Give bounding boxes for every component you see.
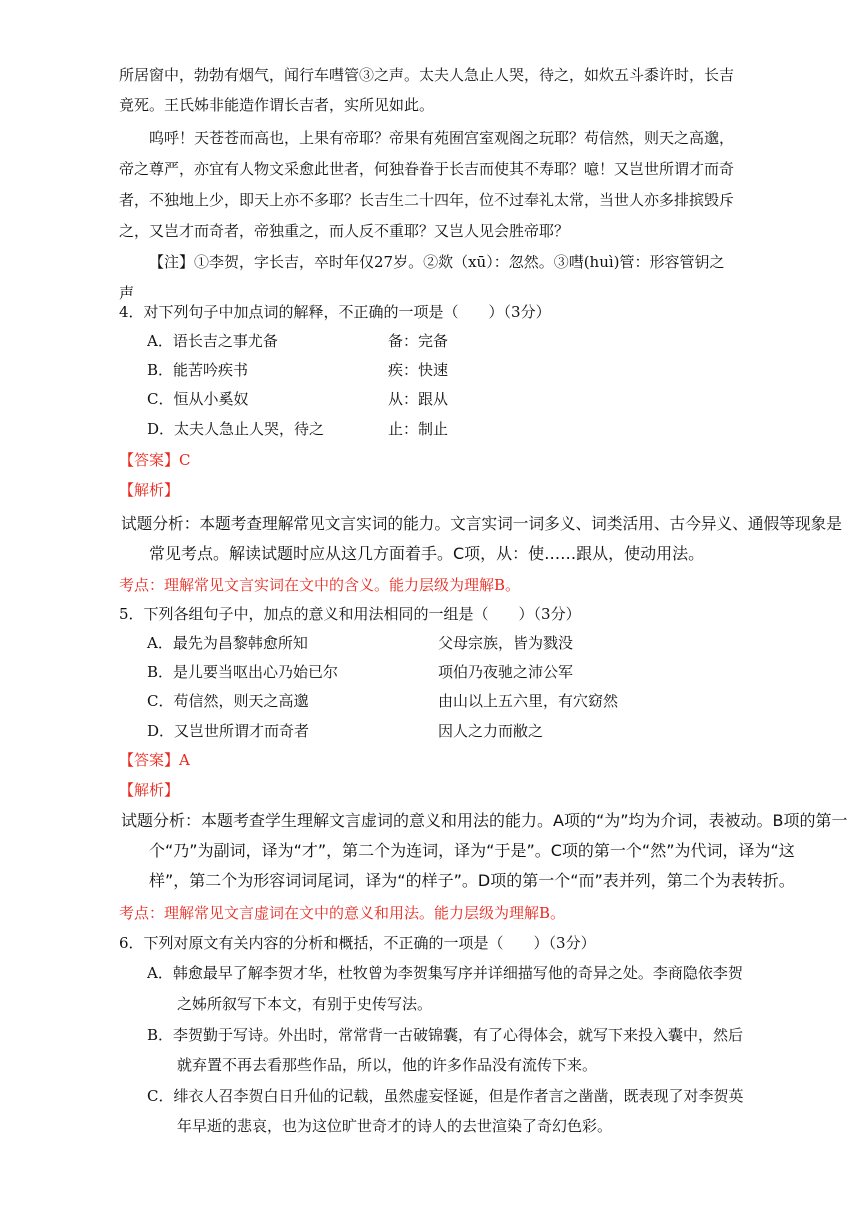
option-b-line: 就弃置不再去看那些作品，所以，他的许多作品没有流传下来。 (177, 1056, 598, 1074)
option-b-left: B．是儿要当呕出心乃始已尔 (147, 663, 339, 681)
option-b-left: B．能苦吟疾书 (147, 361, 249, 379)
option-a-left: A．最先为昌黎韩愈所知 (147, 634, 308, 652)
option-a-right: 备：完备 (388, 332, 449, 350)
passage-note: 【注】①李贺，字长吉，卒时年仅27岁。②欻（xū）：忽然。③嘒(huì)管：形容管钥之 (149, 253, 725, 271)
answer-label: 【答案】A (119, 751, 190, 769)
passage-note: 声 (119, 284, 135, 302)
option-c-right: 由山以上五六里，有穴窈然 (438, 692, 619, 710)
option-c-left: C．恒从小奚奴 (147, 390, 249, 408)
question-stem: 5．下列各组句子中，加点的意义和用法相同的一组是（ ）（3分） (119, 605, 581, 623)
option-d-left: D．又岂世所谓才而奇者 (147, 722, 310, 740)
option-d-left: D．太夫人急止人哭，待之 (147, 420, 325, 438)
passage-line: 竟死。王氏姊非能造作谓长吉者，实所见如此。 (119, 96, 435, 114)
option-b-right: 疾：快速 (388, 361, 449, 379)
option-d-right: 止：制止 (388, 420, 449, 438)
analysis-text: 样”，第二个为形容词词尾词，译为“的样子”。D项的第一个“而”表并列，第二个为表转折。 (149, 871, 795, 890)
analysis-text: 试题分析：本题考查理解常见文言实词的能力。文言实词一词多义、词类活用、古今异义、通假等现象是 (121, 514, 842, 533)
option-a-left: A．语长吉之事尤备 (147, 332, 278, 350)
option-c-line: C．绯衣人召李贺白日升仙的记载，虽然虚妄怪诞，但是作者言之凿凿，既表现了对李贺英 (147, 1087, 744, 1105)
passage-line: 所居窗中，勃勃有烟气，闻行车嘒管③之声。太夫人急止人哭，待之，如炊五斗黍许时，长吉 (119, 66, 735, 84)
option-a-right: 父母宗族，皆为戮没 (438, 634, 574, 652)
question-stem: 6．下列对原文有关内容的分析和概括，不正确的一项是（ ）（3分） (119, 934, 596, 952)
answer-label: 【答案】C (119, 451, 191, 469)
passage-line: 呜呼！天苍苍而高也，上果有帝耶？帝果有苑囿宫室观阁之玩耶？苟信然，则天之高邈， (149, 129, 735, 147)
option-b-right: 项伯乃夜驰之沛公军 (438, 663, 574, 681)
analysis-label: 【解析】 (119, 481, 180, 499)
option-b-line: B．李贺勤于写诗。外出时，常常背一古破锦囊，有了心得体会，就写下来投入囊中，然后 (147, 1026, 744, 1044)
analysis-text: 个“乃”为副词，译为“才”，第二个为连词，译为“于是”。C项的第一个“然”为代词，译为“这 (149, 841, 795, 860)
option-d-right: 因人之力而敝之 (438, 722, 544, 740)
point-note: 考点：理解常见文言实词在文中的含义。能力层级为理解B。 (119, 576, 521, 594)
analysis-text: 试题分析：本题考查学生理解文言虚词的意义和用法的能力。A项的“为”均为介词，表被动。B项的第一 (121, 811, 848, 830)
point-note: 考点：理解常见文言虚词在文中的意义和用法。能力层级为理解B。 (119, 904, 566, 922)
option-c-line: 年早逝的悲哀，也为这位旷世奇才的诗人的去世渲染了奇幻色彩。 (177, 1117, 613, 1135)
question-stem: 4．对下列句子中加点词的解释，不正确的一项是（ ）（3分） (119, 303, 551, 321)
option-a-line: A．韩愈最早了解李贺才华，杜牧曾为李贺集写序并详细描写他的奇异之处。李商隐依李贺 (147, 964, 743, 982)
passage-line: 之，又岂才而奇者，帝独重之，而人反不重耶？又岂人见会胜帝耶？ (119, 222, 570, 240)
analysis-text: 常见考点。解读试题时应从这几方面着手。C项，从：使……跟从，使动用法。 (149, 544, 705, 563)
passage-line: 者，不独地上少，即天上亦不多耶？长吉生二十四年，位不过奉礼太常，当世人亦多排摈毁斥 (119, 191, 735, 209)
option-c-left: C．苟信然，则天之高邈 (147, 692, 309, 710)
option-c-right: 从：跟从 (388, 390, 449, 408)
passage-line: 帝之尊严，亦宜有人物文采愈此世者，何独眷眷于长吉而使其不寿耶？噫！又岂世所谓才而奇 (119, 160, 735, 178)
option-a-line: 之姊所叙写下本文，有别于史传写法。 (177, 995, 433, 1013)
analysis-label: 【解析】 (119, 781, 180, 799)
